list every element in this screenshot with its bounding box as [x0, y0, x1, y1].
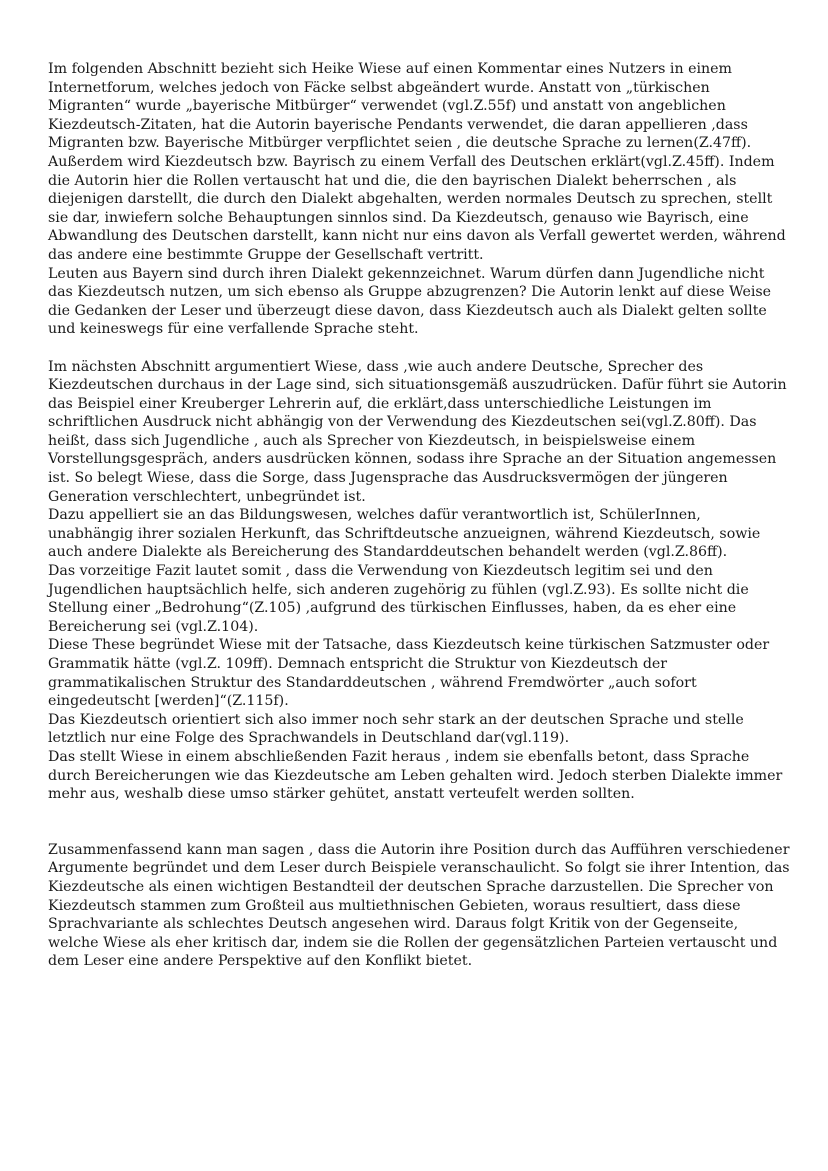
paragraph: Das vorzeitige Fazit lautet somit , dass die Verwendung von Kiezdeutsch legitim sei und den Jugendlichen hauptsächlich helfe, sich anderen zugehörig zu fühlen (vgl.Z.93). Es sollte nicht die Stellung einer „Bedrohung“(Z.105) ,aufgrund des türkischen Einflusses, haben, da es eher eine Bereicherung sei (vgl.Z.104).	[48, 563, 749, 635]
paragraph: Außerdem wird Kiezdeutsch bzw. Bayrisch zu einem Verfall des Deutschen erklärt(vgl.Z.45ff). Indem die Autorin hier die Rollen vertauscht hat und die, die den bayrischen Dialekt beherrschen , als diejenigen darstellt, die durch den Dialekt abgehalten, werden normales Deutsch zu sprechen, stellt sie dar, inwiefern solche Behauptungen sinnlos sind. Da Kiezdeutsch, genauso wie Bayrisch, eine Abwandlung des Deutschen darstellt, kann nicht nur eins davon als Verfall gewertet werden, während das andere eine bestimmte Gruppe der Gesellschaft vertritt.	[48, 153, 786, 263]
paragraph: Im folgenden Abschnitt bezieht sich Heike Wiese auf einen Kommentar eines Nutzers in einem Internetforum, welches jedoch von Fäcke selbst abgeändert wurde. Anstatt von „türkischen Migranten“ wurde „bayerische Mitbürger“ verwendet (vgl.Z.55f) und anstatt von angeblichen Kiezdeutsch-Zitaten, hat die Autorin bayerische Pendants verwendet, die daran appellieren ,dass Migranten bzw. Bayerische Mitbürger verpflichtet seien , die deutsche Sprache zu lernen(Z.47ff).	[48, 61, 752, 152]
section-next-argument	[48, 358, 790, 804]
paragraph: Leuten aus Bayern sind durch ihren Dialekt gekennzeichnet. Warum dürfen dann Jugendliche nicht das Kiezdeutsch nutzen, um sich ebenso als Gruppe abzugrenzen? Die Autorin lenkt auf diese Weise die Gedanken der Leser und überzeugt diese davon, dass Kiezdeutsch auch als Dialekt gelten sollte und keineswegs für eine verfallende Sprache steht.	[48, 265, 772, 338]
paragraph: Dazu appelliert sie an das Bildungswesen, welches dafür verantwortlich ist, SchülerInnen, unabhängig ihrer sozialen Herkunft, das Schriftdeutsche anzueignen, während Kiezdeutsch, sowie auch andere Dialekte als Bereicherung des Standarddeutschen behandelt werden (vgl.Z.86ff).	[48, 507, 761, 561]
paragraph: Das stellt Wiese in einem abschließenden Fazit heraus , indem sie ebenfalls betont, dass Sprache durch Bereicherungen wie das Kiezdeutsche am Leben gehalten wird. Jedoch sterben Dialekte immer mehr aus, weshalb diese umso stärker gehütet, anstatt verteufelt werden sollten.	[48, 748, 783, 803]
document-page	[48, 60, 790, 971]
paragraph: Zusammenfassend kann man sagen , dass die Autorin ihre Position durch das Aufführen verschiedener Argumente begründet und dem Leser durch Beispiele veranschaulicht. So folgt sie ihrer Intention, das Kiezdeutsche als einen wichtigen Bestandteil der deutschen Sprache darzustellen. Die Sprecher von Kiezdeutsch stammen zum Großteil aus multiethnischen Gebieten, woraus resultiert, dass diese Sprachvariante als schlechtes Deutsch angesehen wird. Daraus folgt Kritik von der Gegenseite, welche Wiese als eher kritisch dar, indem sie die Rollen der gegensätzlichen Parteien vertauscht und dem Leser eine andere Perspektive auf den Konflikt bietet.	[48, 841, 790, 970]
section-foreign-forum-comment	[48, 60, 790, 339]
section-conclusion	[48, 841, 790, 971]
paragraph: Das Kiezdeutsch orientiert sich also immer noch sehr stark an der deutschen Sprache und stelle letztlich nur eine Folge des Sprachwandels in Deutschland dar(vgl.119).	[48, 711, 744, 747]
paragraph: Diese These begründet Wiese mit der Tatsache, dass Kiezdeutsch keine türkischen Satzmuster oder Grammatik hätte (vgl.Z. 109ff). Demnach entspricht die Struktur von Kiezdeutsch der grammatikalischen Struktur des Standarddeutschen , während Fremdwörter „auch sofort eingedeutscht [werden]“(Z.115f).	[48, 637, 770, 710]
paragraph: Im nächsten Abschnitt argumentiert Wiese, dass ,wie auch andere Deutsche, Sprecher des Kiezdeutschen durchaus in der Lage sind, sich situationsgemäß auszudrücken. Dafür führt sie Autorin das Beispiel einer Kreuberger Lehrerin auf, die erklärt,dass unterschiedliche Leistungen im schriftlichen Ausdruck nicht abhängig von der Verwendung des Kiezdeutschen sei(vgl.Z.80ff). Das heißt, dass sich Jugendliche , auch als Sprecher von Kiezdeutsch, in beispielsweise einem Vorstellungsgespräch, anders ausdrücken können, sodass ihre Sprache an der Situation angemessen ist. So belegt Wiese, dass die Sorge, dass Jugensprache das Ausdrucksvermögen der jüngeren Generation verschlechtert, unbegründet ist.	[48, 358, 787, 505]
